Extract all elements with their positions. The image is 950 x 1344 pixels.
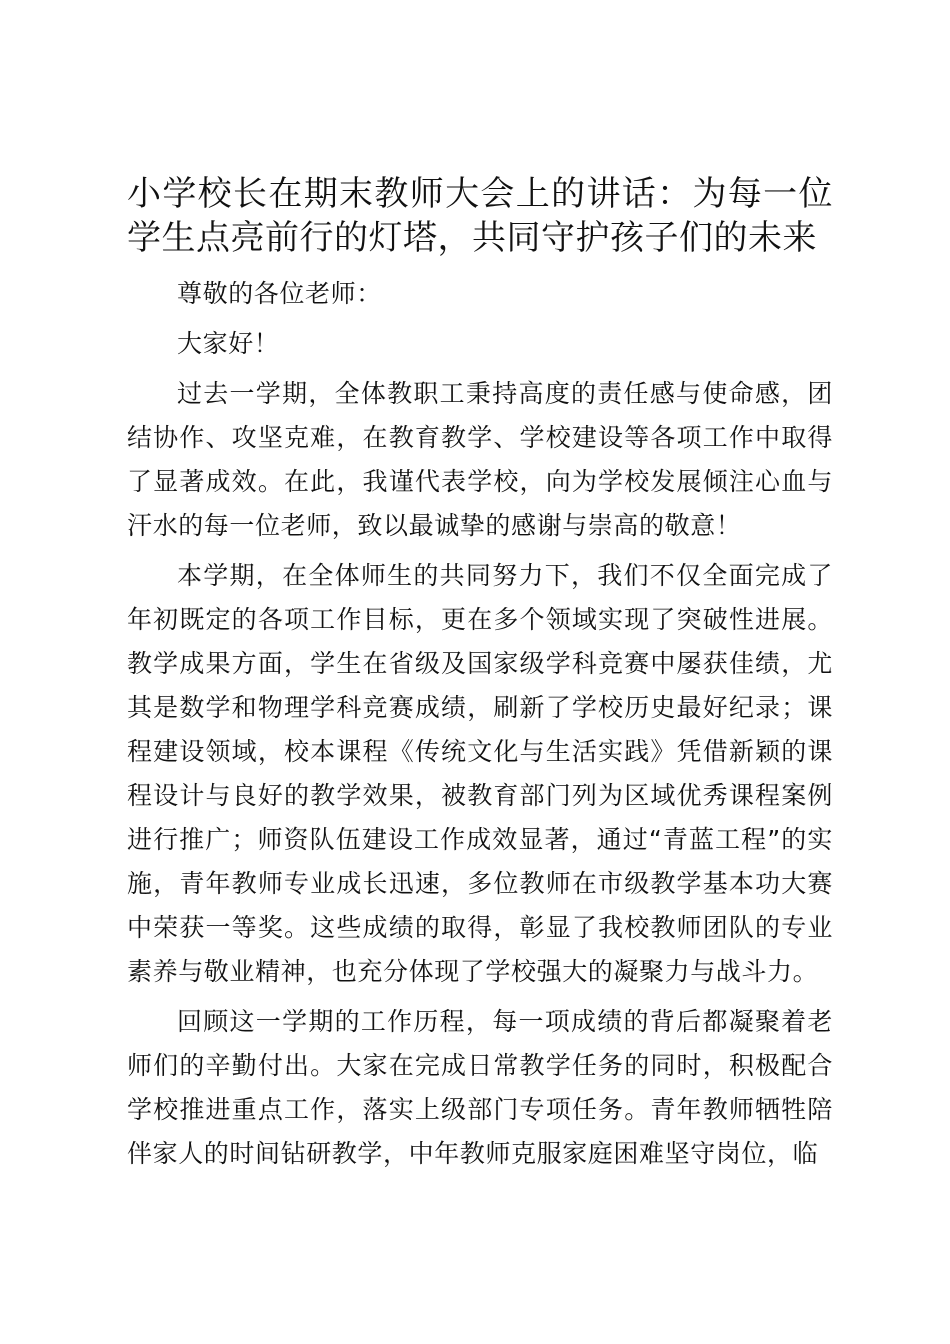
document-title: 小学校长在期末教师大会上的讲话：为每一位学生点亮前行的灯塔，共同守护孩子们的未来	[127, 174, 833, 258]
paragraph-thanks: 过去一学期，全体教职工秉持高度的责任感与使命感，团结协作、攻坚克难，在教育教学、学校建设等各项工作中取得了显著成效。在此，我谨代表学校，向为学校发展倾注心血与汗水的每一位老师，致以最诚挚的感谢与崇高的敬意！	[127, 379, 833, 540]
paragraph-review: 回顾这一学期的工作历程，每一项成绩的背后都凝聚着老师们的辛勤付出。大家在完成日常教学任务的同时，积极配合学校推进重点工作，落实上级部门专项任务。青年教师牺牲陪伴家人的时间钻研教学，中年教师克服家庭困难坚守岗位，临	[127, 1007, 833, 1168]
greeting: 大家好！	[177, 329, 280, 358]
document-page	[127, 172, 833, 1176]
salutation: 尊敬的各位老师：	[177, 279, 382, 308]
paragraph-achievements: 本学期，在全体师生的共同努力下，我们不仅全面完成了年初既定的各项工作目标，更在多个领域实现了突破性进展。教学成果方面，学生在省级及国家级学科竞赛中屡获佳绩，尤其是数学和物理学科竞赛成绩，刷新了学校历史最好纪录；课程建设领域，校本课程《传统文化与生活实践》凭借新颖的课程设计与良好的教学效果，被教育部门列为区域优秀课程案例进行推广；师资队伍建设工作成效显著，通过“青蓝工程”的实施，青年教师专业成长迅速，多位教师在市级教学基本功大赛中荣获一等奖。这些成绩的取得，彰显了我校教师团队的专业素养与敬业精神，也充分体现了学校强大的凝聚力与战斗力。	[127, 561, 833, 986]
